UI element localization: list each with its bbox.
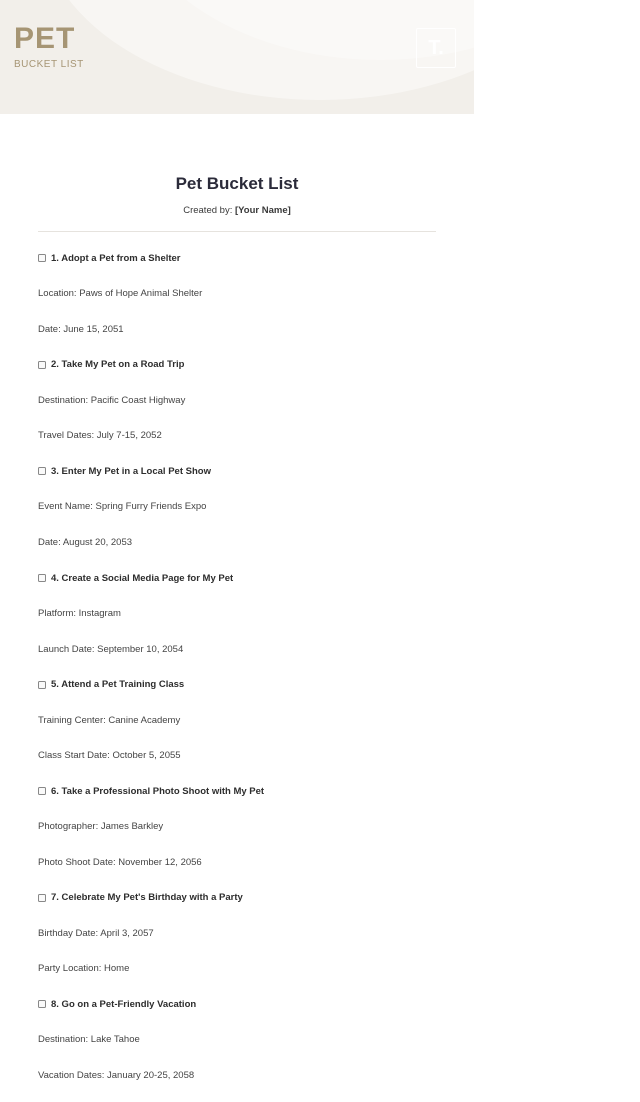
item-title: 5. Attend a Pet Training Class — [51, 679, 185, 691]
item-title: 7. Celebrate My Pet's Birthday with a Party — [51, 892, 243, 904]
bucket-list — [38, 249, 438, 1102]
item-detail: Destination: Lake Tahoe — [38, 1034, 140, 1046]
page-header — [0, 0, 474, 114]
list-item — [38, 889, 438, 996]
item-detail: Date: August 20, 2053 — [38, 536, 133, 548]
item-title: 6. Take a Professional Photo Shoot with My Pet — [51, 785, 265, 797]
checkbox[interactable] — [38, 1000, 46, 1008]
checkbox[interactable] — [38, 361, 46, 369]
logo-text: T. — [428, 36, 444, 59]
item-detail: Launch Date: September 10, 2054 — [38, 643, 184, 655]
brand-subtitle: BUCKET LIST — [14, 59, 84, 70]
list-item — [38, 995, 438, 1102]
item-detail: Class Start Date: October 5, 2055 — [38, 750, 181, 762]
item-detail: Photographer: James Barkley — [38, 821, 164, 833]
item-title: 8. Go on a Pet-Friendly Vacation — [51, 998, 197, 1010]
template-logo[interactable] — [416, 28, 456, 68]
item-detail: Destination: Pacific Coast Highway — [38, 394, 186, 406]
item-detail: Platform: Instagram — [38, 608, 121, 620]
checkbox[interactable] — [38, 787, 46, 795]
item-detail: Date: June 15, 2051 — [38, 323, 124, 335]
item-detail: Photo Shoot Date: November 12, 2056 — [38, 856, 202, 868]
item-title: 4. Create a Social Media Page for My Pet — [51, 572, 234, 584]
divider — [38, 231, 436, 232]
item-detail: Event Name: Spring Furry Friends Expo — [38, 501, 207, 513]
checkbox[interactable] — [38, 254, 46, 262]
item-detail: Party Location: Home — [38, 963, 130, 975]
item-detail: Training Center: Canine Academy — [38, 714, 181, 726]
checkbox[interactable] — [38, 467, 46, 475]
item-detail: Birthday Date: April 3, 2057 — [38, 927, 154, 939]
created-by-value: [Your Name] — [234, 205, 291, 216]
item-detail: Travel Dates: July 7-15, 2052 — [38, 430, 162, 442]
checkbox[interactable] — [38, 574, 46, 582]
list-item — [38, 356, 438, 463]
list-item — [38, 569, 438, 676]
checkbox[interactable] — [38, 681, 46, 689]
item-title: 3. Enter My Pet in a Local Pet Show — [51, 465, 211, 477]
list-item — [38, 462, 438, 569]
item-detail: Location: Paws of Hope Animal Shelter — [38, 288, 203, 300]
document-title: Pet Bucket List — [175, 174, 299, 193]
item-title: 2. Take My Pet on a Road Trip — [51, 359, 185, 371]
created-by — [0, 205, 474, 216]
item-detail: Vacation Dates: January 20-25, 2058 — [38, 1069, 195, 1081]
list-item — [38, 249, 438, 356]
created-by-label: Created by: — [183, 205, 233, 216]
brand-title: PET — [14, 22, 76, 55]
list-item — [38, 782, 438, 889]
list-item — [38, 675, 438, 782]
item-title: 1. Adopt a Pet from a Shelter — [51, 252, 181, 264]
checkbox[interactable] — [38, 894, 46, 902]
